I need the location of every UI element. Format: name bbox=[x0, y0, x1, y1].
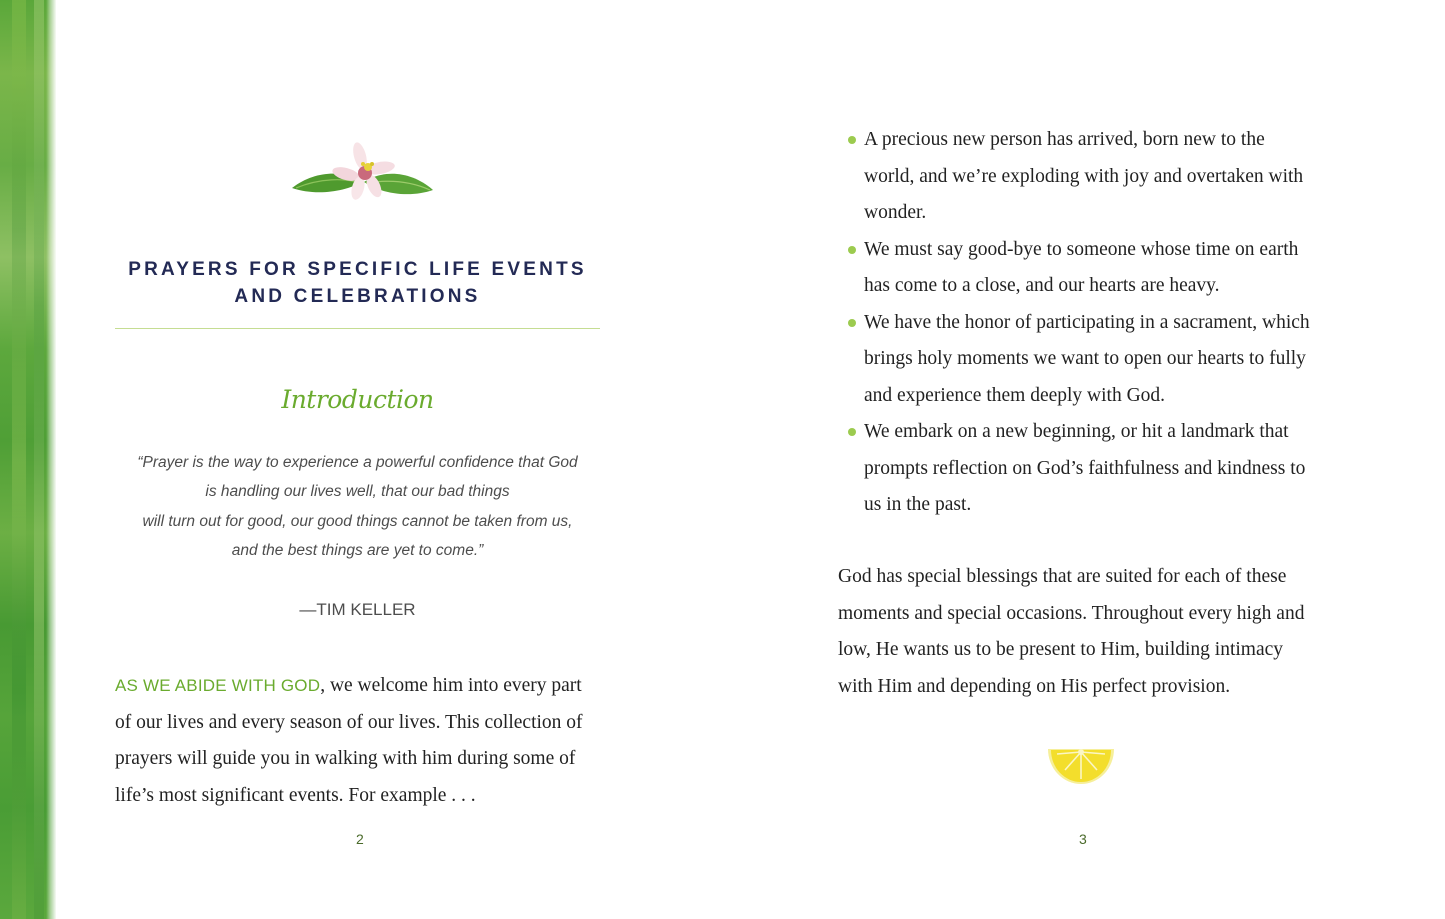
closing-paragraph bbox=[838, 559, 1338, 705]
watercolor-green-strip bbox=[0, 0, 56, 919]
paragraph-line: low, He wants us to be present to Him, building intimacy bbox=[838, 639, 1284, 660]
paragraph-line bbox=[115, 668, 605, 705]
title-divider bbox=[115, 328, 600, 329]
page-number-left: 2 bbox=[356, 831, 364, 847]
quote-line: will turn out for good, our good things cannot be taken from us, bbox=[142, 512, 573, 530]
list-item-line: We have the honor of participating in a sacrament, which bbox=[864, 311, 1310, 333]
paragraph-line: with Him and depending on His perfect provision. bbox=[838, 675, 1231, 697]
bullet-dot-icon bbox=[848, 428, 856, 436]
paragraph-line: moments and special occasions. Throughout every high and bbox=[838, 602, 1305, 624]
list-item-line: brings holy moments we want to open our hearts to fully bbox=[864, 348, 1306, 369]
lemon-slice-icon bbox=[1047, 748, 1115, 786]
bullet-dot-icon bbox=[848, 246, 856, 254]
intro-paragraph bbox=[115, 668, 605, 814]
list-item-line: has come to a close, and our hearts are heavy. bbox=[864, 275, 1220, 296]
bullet-dot-icon bbox=[848, 136, 856, 144]
list-item-line: us in the past. bbox=[864, 494, 972, 515]
epigraph-quote bbox=[115, 448, 600, 565]
list-item-line: and experience them deeply with God. bbox=[864, 384, 1166, 406]
list-item-line: We must say good-bye to someone whose time on earth bbox=[864, 238, 1299, 260]
list-item bbox=[838, 305, 1338, 415]
list-item bbox=[838, 122, 1338, 232]
section-title-line-1: PRAYERS FOR SPECIFIC LIFE EVENTS bbox=[128, 259, 587, 280]
quote-line: is handling our lives well, that our bad things bbox=[205, 483, 510, 501]
intro-heading: Introduction bbox=[281, 385, 434, 414]
left-page bbox=[115, 0, 600, 919]
quote-attribution: —TIM KELLER bbox=[299, 600, 416, 619]
section-title bbox=[115, 256, 600, 310]
list-item-line: prompts reflection on God’s faithfulness and kindness to bbox=[864, 457, 1306, 479]
list-item bbox=[838, 232, 1338, 305]
lead-in-text: AS WE ABIDE WITH GOD bbox=[115, 676, 321, 695]
right-page bbox=[838, 0, 1338, 919]
list-item-line: A precious new person has arrived, born new to the bbox=[864, 129, 1265, 150]
paragraph-line: prayers will guide you in walking with him during some of bbox=[115, 748, 576, 769]
paragraph-line-text: , we welcome him into every part bbox=[320, 675, 582, 696]
paragraph-line: of our lives and every season of our lives. This collection of bbox=[115, 711, 583, 733]
bullet-dot-icon bbox=[848, 319, 856, 327]
quote-line: and the best things are yet to come.” bbox=[231, 541, 484, 559]
page-number-right: 3 bbox=[1079, 831, 1087, 847]
list-item-line: world, and we’re exploding with joy and overtaken with bbox=[864, 165, 1304, 187]
section-title-line-2: AND CELEBRATIONS bbox=[234, 286, 481, 307]
lemon-blossom-icon bbox=[290, 140, 435, 200]
list-item-line: wonder. bbox=[864, 202, 927, 223]
list-item bbox=[838, 414, 1338, 524]
paragraph-line: life’s most significant events. For example . . . bbox=[115, 784, 476, 806]
life-events-list bbox=[838, 122, 1338, 524]
paragraph-line: God has special blessings that are suited for each of these bbox=[838, 566, 1287, 587]
list-item-line: We embark on a new beginning, or hit a landmark that bbox=[864, 421, 1289, 442]
quote-line: “Prayer is the way to experience a powerful confidence that God bbox=[137, 454, 578, 471]
